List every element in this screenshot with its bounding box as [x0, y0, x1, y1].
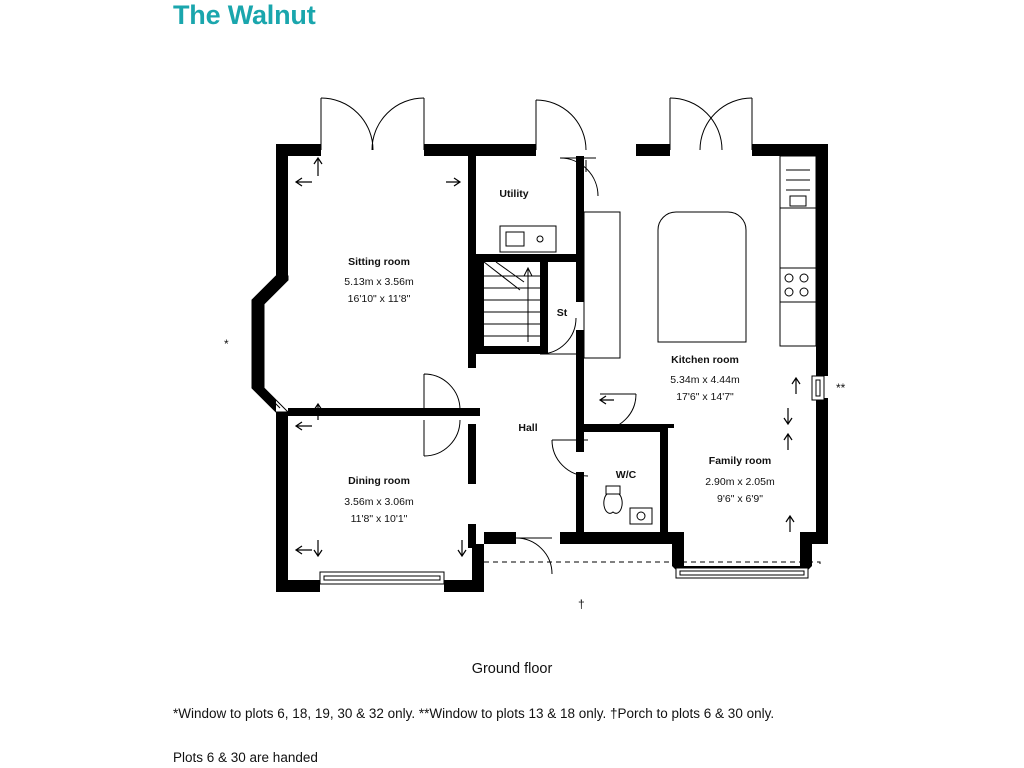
- room-label-family-room-metric: 2.90m x 2.05m: [705, 476, 775, 488]
- room-label-utility: Utility: [499, 188, 529, 200]
- room-label-sitting-room-name: Sitting room: [348, 256, 410, 268]
- sitting-room-bay-window: [252, 276, 288, 412]
- room-label-family-room-name: Family room: [708, 455, 772, 467]
- room-label-dining-room-imperial: 11'8" x 10'1": [350, 513, 408, 525]
- room-label-sitting-room-imperial: 16'10" x 11'8": [347, 293, 411, 305]
- kitchen-units: [584, 156, 816, 358]
- wc-fittings: [604, 486, 652, 524]
- marker-single-asterisk-bay: *: [224, 337, 229, 351]
- door-swings-exterior: [321, 98, 752, 150]
- floor-caption: Ground floor: [471, 661, 553, 677]
- handed-note-text: Plots 6 & 30 are handed: [173, 750, 318, 765]
- room-label-store: St: [556, 307, 568, 319]
- room-label-wc: W/C: [615, 469, 637, 481]
- family-room-bay: [672, 532, 812, 578]
- room-label-dining-room-name: Dining room: [348, 475, 410, 487]
- marker-dagger-porch: †: [578, 597, 585, 611]
- room-label-hall: Hall: [518, 422, 538, 434]
- room-label-family-room-imperial: 9'6" x 6'9": [717, 493, 763, 505]
- utility-sink: [500, 226, 556, 252]
- room-label-sitting-room-metric: 5.13m x 3.56m: [344, 276, 414, 288]
- footnotes-text: *Window to plots 6, 18, 19, 30 & 32 only. **Window to plots 13 & 18 only. †Porch to plots 6 & 30 only.: [173, 706, 775, 721]
- room-label-dining-room-metric: 3.56m x 3.06m: [344, 496, 414, 508]
- page-title: The Walnut: [173, 0, 316, 30]
- marker-double-asterisk-window: **: [836, 381, 846, 395]
- room-label-kitchen-room-metric: 5.34m x 4.44m: [670, 374, 740, 386]
- staircase: [484, 262, 540, 346]
- room-label-kitchen-room-name: Kitchen room: [671, 354, 739, 366]
- room-label-kitchen-room-imperial: 17'6" x 14'7": [676, 391, 734, 403]
